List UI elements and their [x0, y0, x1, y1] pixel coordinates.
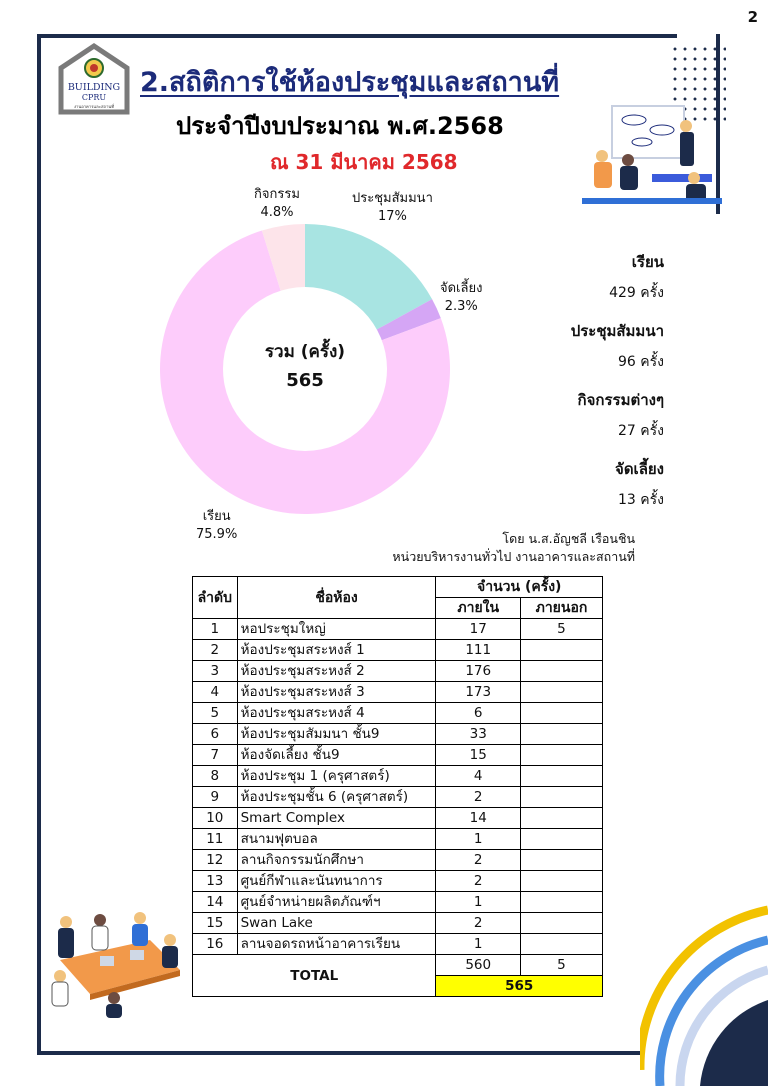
summary-value: 429 ครั้ง	[609, 285, 664, 301]
row-number: 5	[193, 703, 238, 724]
donut-hole	[223, 287, 387, 451]
row-inside-count: 15	[436, 745, 520, 766]
summary-list	[571, 250, 664, 526]
row-inside-count: 1	[436, 829, 520, 850]
row-number: 16	[193, 934, 238, 955]
row-number: 12	[193, 850, 238, 871]
row-number: 10	[193, 808, 238, 829]
summary-value: 96 ครั้ง	[618, 354, 664, 370]
row-room-name: ห้องจัดเลี้ยง ชั้น9	[237, 745, 436, 766]
row-room-name: Smart Complex	[237, 808, 436, 829]
row-number: 4	[193, 682, 238, 703]
table-row	[193, 892, 603, 913]
row-inside-count: 2	[436, 913, 520, 934]
summary-item	[571, 388, 664, 442]
row-inside-count: 2	[436, 787, 520, 808]
row-outside-count	[520, 850, 602, 871]
summary-value: 27 ครั้ง	[618, 423, 664, 439]
row-room-name: ห้องประชุมสระหงส์ 2	[237, 661, 436, 682]
team-meeting-illustration-icon	[40, 900, 190, 1018]
logo-text-building: BUILDING	[67, 82, 121, 93]
row-number: 1	[193, 619, 238, 640]
summary-category: กิจกรรมต่างๆ	[577, 391, 664, 409]
row-outside-count	[520, 724, 602, 745]
row-number: 3	[193, 661, 238, 682]
row-outside-count	[520, 682, 602, 703]
row-room-name: ห้องประชุมชั้น 6 (ครุศาสตร์)	[237, 787, 436, 808]
row-outside-count	[520, 934, 602, 955]
page-number: 2	[747, 8, 758, 26]
table-row	[193, 682, 603, 703]
header-inside: ภายใน	[436, 598, 520, 619]
row-room-name: ห้องประชุมสระหงส์ 3	[237, 682, 436, 703]
row-number: 9	[193, 787, 238, 808]
row-number: 2	[193, 640, 238, 661]
table-row	[193, 724, 603, 745]
header-outside: ภายนอก	[520, 598, 602, 619]
row-room-name: หอประชุมใหญ่	[237, 619, 436, 640]
summary-category: จัดเลี้ยง	[615, 460, 664, 478]
row-number: 11	[193, 829, 238, 850]
row-inside-count: 111	[436, 640, 520, 661]
row-inside-count: 33	[436, 724, 520, 745]
row-outside-count	[520, 703, 602, 724]
row-inside-count: 14	[436, 808, 520, 829]
row-outside-count	[520, 829, 602, 850]
slice-label-study: เรียน 75.9%	[196, 509, 238, 542]
row-number: 8	[193, 766, 238, 787]
table-row	[193, 640, 603, 661]
table-row	[193, 703, 603, 724]
credit-department: หน่วยบริหารงานทั่วไป งานอาคารและสถานที่	[392, 549, 635, 564]
table-row	[193, 934, 603, 955]
row-outside-count	[520, 745, 602, 766]
row-inside-count: 173	[436, 682, 520, 703]
table-row	[193, 787, 603, 808]
meeting-illustration-icon	[582, 102, 722, 210]
table-row	[193, 661, 603, 682]
row-number: 15	[193, 913, 238, 934]
row-room-name: ห้องประชุมสระหงส์ 4	[237, 703, 436, 724]
table-row	[193, 766, 603, 787]
row-outside-count	[520, 787, 602, 808]
table-row	[193, 745, 603, 766]
corner-arc-decoration	[640, 900, 768, 1086]
row-inside-count: 2	[436, 850, 520, 871]
row-outside-count	[520, 871, 602, 892]
row-outside-count	[520, 892, 602, 913]
row-room-name: Swan Lake	[237, 913, 436, 934]
page-title: 2.สถิติการใช้ห้องประชุมและสถานที่	[140, 67, 560, 98]
row-outside-count	[520, 661, 602, 682]
credit-author: โดย น.ส.อัญชลี เรือนชิน	[502, 531, 635, 546]
total-inside: 560	[436, 955, 520, 976]
row-room-name: ห้องประชุมสัมมนา ชั้น9	[237, 724, 436, 745]
slice-label-activity: กิจกรรม 4.8%	[254, 187, 300, 220]
summary-category: เรียน	[631, 253, 664, 271]
table-row	[193, 871, 603, 892]
donut-center-value: 565	[286, 370, 324, 391]
table-row	[193, 850, 603, 871]
row-outside-count	[520, 913, 602, 934]
row-inside-count: 176	[436, 661, 520, 682]
row-number: 7	[193, 745, 238, 766]
table-row	[193, 913, 603, 934]
total-label: TOTAL	[193, 955, 436, 997]
row-room-name: สนามฟุตบอล	[237, 829, 436, 850]
row-number: 6	[193, 724, 238, 745]
logo-text-dept: งานอาคารและสถานที่	[73, 104, 115, 109]
table-row	[193, 829, 603, 850]
logo-text-cpru: CPRU	[81, 93, 107, 102]
usage-donut-chart	[158, 222, 452, 516]
row-room-name: ห้องประชุมสระหงส์ 1	[237, 640, 436, 661]
donut-center-label: รวม (ครั้ง)	[264, 342, 346, 362]
row-room-name: ศูนย์จำหน่ายผลิตภัณฑ์ฯ	[237, 892, 436, 913]
report-date: ณ 31 มีนาคม 2568	[270, 150, 458, 174]
row-number: 13	[193, 871, 238, 892]
row-outside-count	[520, 640, 602, 661]
building-cpru-logo	[57, 42, 131, 124]
row-room-name: ศูนย์กีฬาและนันทนาการ	[237, 871, 436, 892]
slice-label-seminar: ประชุมสัมมนา 17%	[352, 191, 433, 224]
row-inside-count: 4	[436, 766, 520, 787]
header-count: จำนวน (ครั้ง)	[436, 577, 603, 598]
summary-value: 13 ครั้ง	[618, 492, 664, 508]
page-subtitle: ประจำปีงบประมาณ พ.ศ.2568	[176, 112, 504, 140]
slice-label-banquet: จัดเลี้ยง 2.3%	[440, 281, 483, 314]
grand-total: 565	[436, 976, 603, 997]
room-usage-table	[192, 576, 603, 997]
row-room-name: ลานจอดรถหน้าอาคารเรียน	[237, 934, 436, 955]
row-inside-count: 1	[436, 934, 520, 955]
row-room-name: ห้องประชุม 1 (ครุศาสตร์)	[237, 766, 436, 787]
row-outside-count	[520, 766, 602, 787]
row-room-name: ลานกิจกรรมนักศึกษา	[237, 850, 436, 871]
summary-item	[571, 250, 664, 304]
row-outside-count: 5	[520, 619, 602, 640]
row-inside-count: 17	[436, 619, 520, 640]
row-outside-count	[520, 808, 602, 829]
summary-item	[571, 457, 664, 511]
row-number: 14	[193, 892, 238, 913]
row-inside-count: 2	[436, 871, 520, 892]
row-inside-count: 1	[436, 892, 520, 913]
total-outside: 5	[520, 955, 602, 976]
header-room-name: ชื่อห้อง	[237, 577, 436, 619]
summary-item	[571, 319, 664, 373]
row-inside-count: 6	[436, 703, 520, 724]
summary-category: ประชุมสัมมนา	[570, 322, 664, 340]
header-no: ลำดับ	[193, 577, 238, 619]
credit-note	[392, 530, 635, 566]
table-row	[193, 808, 603, 829]
table-row	[193, 619, 603, 640]
